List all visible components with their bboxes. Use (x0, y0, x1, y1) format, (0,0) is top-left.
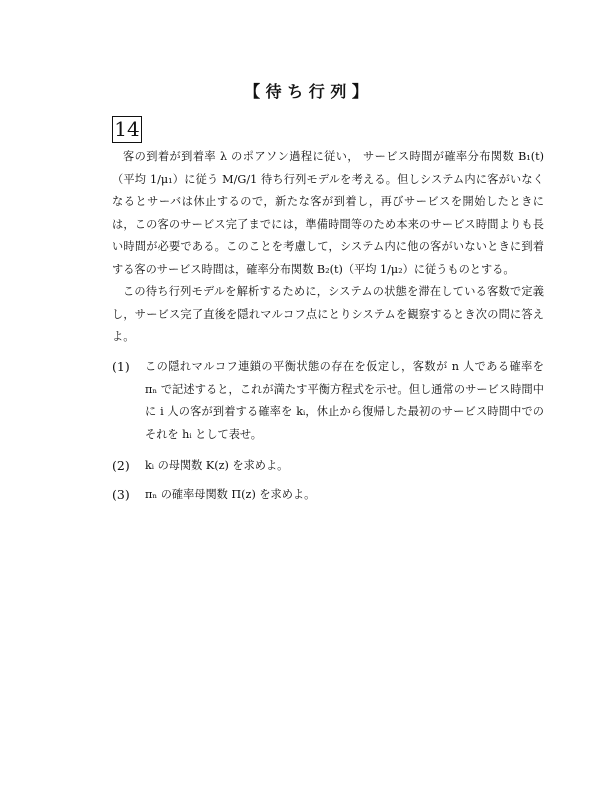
question-1-text: この隠れマルコフ連鎖の平衡状態の存在を仮定し，客数が n 人である確率を πₙ で記述すると，これが満たす平衡方程式を示せ。但し通常のサービス時間中に i 人の客が到着する確率を kᵢ，休止から復帰した最初のサービス時間中でのそれを hᵢ として表せ。 (145, 360, 544, 441)
question-2 (112, 455, 544, 478)
page-title: 【 待 ち 行 列 】 (244, 82, 368, 101)
question-3-label: (3) (112, 487, 130, 502)
question-3-text: πₙ の確率母関数 Π(z) を求めよ。 (145, 488, 316, 501)
question-2-label: (2) (112, 458, 130, 473)
problem-number-box: 14 (112, 116, 142, 143)
intro-paragraph-2: この待ち行列モデルを解析するために，システムの状態を滞在している客数で定義し，サービス完了直後を隠れマルコフ点にとりシステムを観察するとき次の問に答えよ。 (112, 285, 544, 344)
intro-paragraph-1: 客の到着が到着率 λ のポアソン過程に従い， サービス時間が確率分布関数 B₁(t)（平均 1/μ₁）に従う M/G/1 待ち行列モデルを考える。但しシステム内に客がいなくなるとサーバは休止するので，新たな客が到着し，再びサービスを開始したときには，この客のサービス完了までには，準備時間等のため本来のサービス時間よりも長い時間が必要である。このことを考慮して，システム内に他の客がいないときに到着する客のサービス時間は，確率分布関数 B₂(t)（平均 1/μ₂）に従うものとする。 (112, 150, 544, 276)
question-1 (112, 356, 544, 446)
question-3 (112, 484, 544, 507)
question-1-label: (1) (112, 359, 130, 374)
question-2-text: kᵢ の母関数 K(z) を求めよ。 (145, 459, 289, 472)
